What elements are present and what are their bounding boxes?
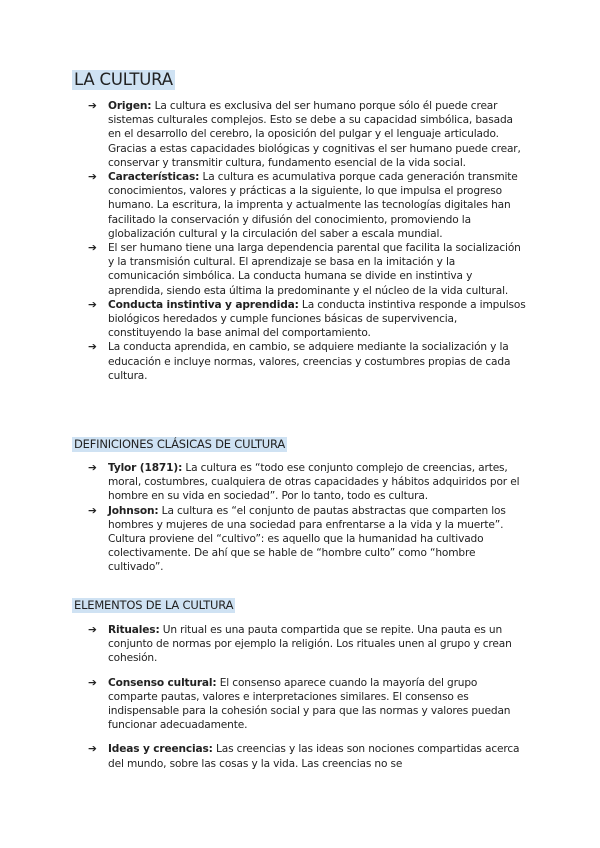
origin-list bbox=[88, 99, 528, 383]
arrow-icon: ➔ bbox=[88, 676, 97, 689]
arrow-icon: ➔ bbox=[88, 504, 97, 517]
item-text: La cultura es “todo ese conjunto complejo de creencias, artes, moral, costumbres, cualquiera de otras capacidades y hábitos adquiridos por el hombre en su vida en sociedad”. Por lo tanto, todo es cultura. bbox=[108, 462, 520, 503]
definitions-list bbox=[88, 461, 528, 575]
elements-list bbox=[88, 623, 528, 771]
list-item bbox=[88, 170, 528, 241]
term: Ideas y creencias: bbox=[108, 743, 213, 756]
arrow-icon: ➔ bbox=[88, 624, 97, 636]
arrow-icon: ➔ bbox=[88, 298, 97, 311]
item-text: La conducta aprendida, en cambio, se adquiere mediante la socialización y la educación e incluye normas, valores, creencias y costumbres propias de cada cultura. bbox=[108, 341, 511, 382]
list-item bbox=[88, 742, 528, 770]
list-item bbox=[88, 676, 528, 733]
list-item bbox=[88, 298, 528, 341]
term: Tylor (1871): bbox=[108, 462, 183, 474]
arrow-icon: ➔ bbox=[88, 462, 97, 474]
list-item bbox=[88, 461, 528, 504]
page-title: LA CULTURA bbox=[74, 70, 173, 89]
item-text: El consenso aparece cuando la mayoría del grupo comparte pautas, valores e interpretaciones similares. El consenso es indispensable para la cohesión social y para que las normas y valores puedan funcionar adecuadamente. bbox=[108, 676, 511, 732]
item-text: La cultura es “el conjunto de pautas abstractas que comparten los hombres y mujeres de una sociedad para enfrentarse a la vida y la muerte”. Cultura proviene del “cultivo”: es aquello que la humanidad ha cultivado colectivamente. De ahí que se hable de “hombre culto” como “hombre cultivado”. bbox=[108, 504, 506, 574]
item-text: Las creencias y las ideas son nociones compartidas acerca del mundo, sobre las cosas y la vida. Las creencias no se bbox=[108, 743, 520, 770]
arrow-icon: ➔ bbox=[88, 242, 97, 255]
term: Conducta instintiva y aprendida: bbox=[108, 298, 299, 311]
term: Rituales: bbox=[108, 624, 160, 636]
item-text: Un ritual es una pauta compartida que se repite. Una pauta es un conjunto de normas por ejemplo la religión. Los rituales unen al grupo y crean cohesión. bbox=[108, 624, 512, 665]
list-item bbox=[88, 340, 528, 383]
section-heading-definiciones: DEFINICIONES CLÁSICAS DE CULTURA bbox=[74, 437, 286, 451]
term: Características: bbox=[108, 171, 200, 184]
term: Johnson: bbox=[108, 504, 159, 517]
term: Origen: bbox=[108, 100, 152, 112]
arrow-icon: ➔ bbox=[88, 100, 97, 112]
arrow-icon: ➔ bbox=[88, 341, 97, 354]
list-item bbox=[88, 99, 528, 170]
item-text: El ser humano tiene una larga dependencia parental que facilita la socialización y la transmisión cultural. El aprendizaje se basa en la imitación y la comunicación simbólica. La conducta humana se divide en instintiva y aprendida, siendo esta última la predominante y el núcleo de la vida cultural. bbox=[108, 242, 521, 297]
arrow-icon: ➔ bbox=[88, 171, 97, 184]
item-text: La conducta instintiva responde a impulsos biológicos heredados y cumple funciones básicas de supervivencia, constituyendo la base animal del comportamiento. bbox=[108, 298, 526, 340]
list-item bbox=[88, 623, 528, 666]
section-heading-elementos: ELEMENTOS DE LA CULTURA bbox=[74, 598, 234, 612]
arrow-icon: ➔ bbox=[88, 743, 97, 756]
list-item bbox=[88, 241, 528, 298]
item-text: La cultura es exclusiva del ser humano porque sólo él puede crear sistemas culturales complejos. Esto se debe a su capacidad simbólica, basada en el desarrollo del cerebro, la oposición del pulgar y el lenguaje articulado. Gracias a estas capacidades biológicas y cognitivas el ser humano puede crear, conservar y transmitir cultura, fundamento esencial de la vida social. bbox=[108, 100, 521, 169]
list-item bbox=[88, 504, 528, 575]
item-text: La cultura es acumulativa porque cada generación transmite conocimientos, valores y prácticas a la siguiente, lo que impulsa el progreso humano. La escritura, la imprenta y actualmente las tecnologías digitales han facilitado la conservación y difusión del conocimiento, promoviendo la globalización cultural y la circulación del saber a escala mundial. bbox=[108, 171, 518, 240]
term: Consenso cultural: bbox=[108, 676, 217, 689]
